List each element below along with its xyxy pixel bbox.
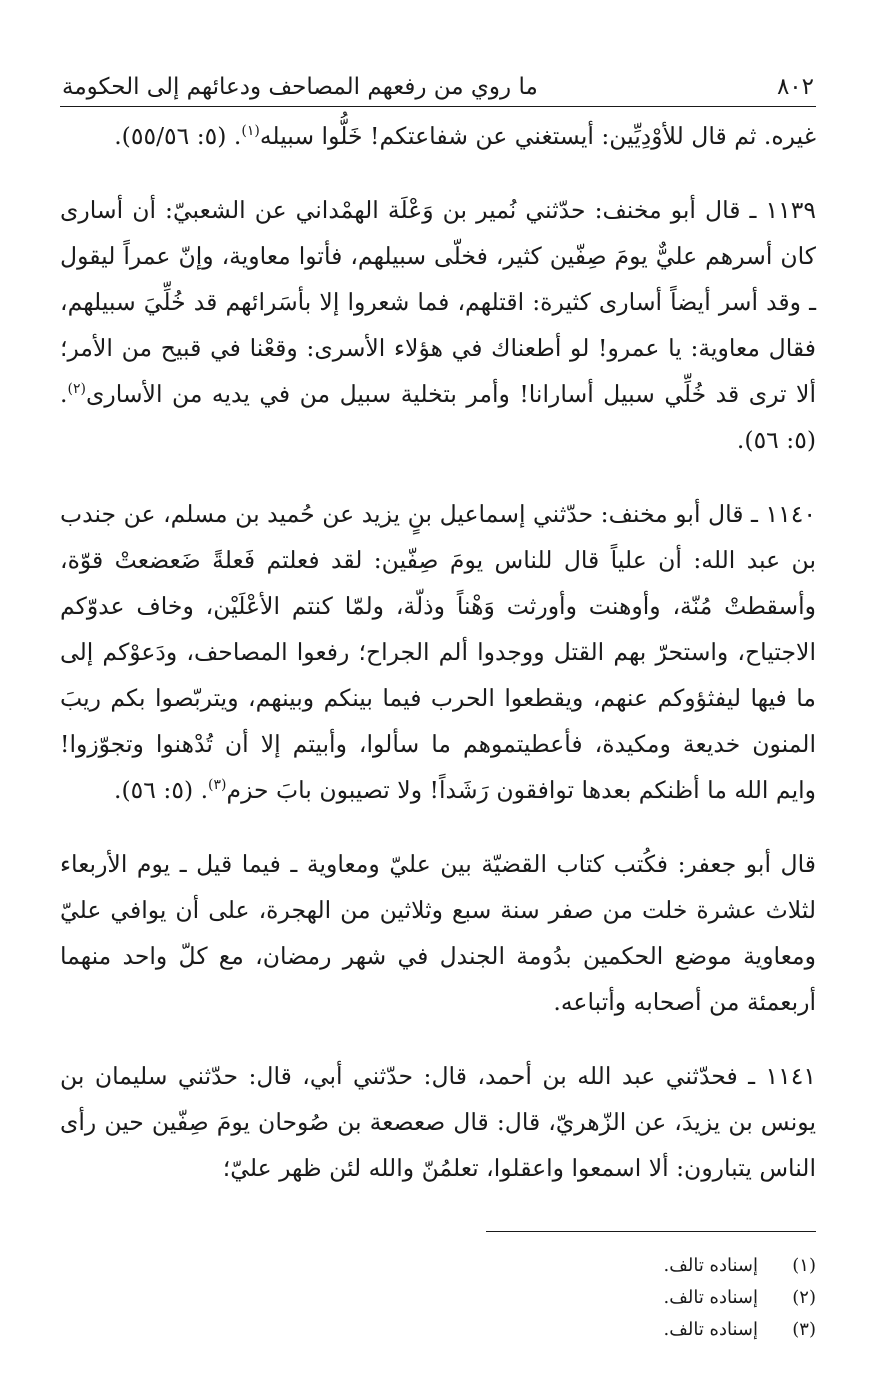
paragraph-continuation — [60, 113, 816, 159]
narration-1140 — [60, 491, 816, 813]
citation: . (٥: ٥٥/٥٦). — [114, 122, 242, 150]
footnote-divider — [486, 1231, 816, 1232]
paragraph-text: قال أبو جعفر: فكُتب كتاب القضيّة بين عليّ ومعاوية ـ فيما قيل ـ يوم الأربعاء لثلاث عشرة خلت من صفر سنة سبع وثلاثين من الهجرة، على أن يوافي عليّ ومعاوية موضع الحكمين بدُومة الجندل في شهر رمضان، مع كلّ واحد منهما أربعمئة من أصحابه وأتباعه. — [60, 850, 816, 1016]
paragraph-text: غيره. ثم قال للأوْدِيِّين: أيستغني عن شفاعتكم! خَلُّوا سبيله — [259, 122, 816, 150]
paragraph-text: ـ قال أبو مخنف: حدّثني نُمير بن وَعْلَة الهمْداني عن الشعبيّ: أن أسارى كان أسرهم عليٌّ يومَ صِفّين كثير، فخلّى سبيلهم، فأتوا معاوية، وإنّ عمراً ليقول ـ وقد أسر أيضاً أسارى كثيرة: اقتلهم، فما شعروا إلا بأسَرائهم قد خُلِّيَ سبيلهم، فقال معاوية: يا عمرو! لو أطعناك في هؤلاء الأسرى: وقعْنا في قبيح من الأمر؛ ألا ترى قد خُلِّي سبيل أسارانا! وأمر بتخلية سبيل من في يديه من الأسارى — [60, 196, 816, 408]
footnote-mark: (٢) — [792, 1287, 816, 1308]
paragraph-text: ـ فحدّثني عبد الله بن أحمد، قال: حدّثني أبي، قال: حدّثني سليمان بن يونس بن يزيدَ، عن الزّهريّ، قال: قال صعصعة بن صُوحان يومَ صِفّين حين رأى الناس يتبارون: ألا اسمعوا واعقلوا، تعلمُنّ والله لئن ظهر عليّ؛ — [60, 1062, 816, 1182]
narration-number: ١١٤٠ — [765, 500, 816, 528]
footnote-3 — [60, 1314, 816, 1346]
footnote-2 — [60, 1282, 816, 1314]
narration-1139 — [60, 187, 816, 463]
narration-number: ١١٣٩ — [765, 196, 816, 224]
footnote-text: إسناده تالف. — [663, 1319, 758, 1340]
page-header — [60, 56, 816, 106]
footnote-ref-2: (٢) — [67, 381, 86, 398]
footnote-1 — [60, 1250, 816, 1282]
footnote-mark: (١) — [792, 1255, 816, 1276]
footnote-text: إسناده تالف. — [663, 1255, 758, 1276]
book-page — [60, 56, 816, 1376]
page-number: ٨٠٢ — [776, 74, 814, 100]
footnote-ref-1: (١) — [241, 123, 260, 140]
citation: . (٥: ٥٦). — [60, 380, 816, 454]
citation: . (٥: ٥٦). — [114, 776, 209, 804]
header-divider — [60, 106, 816, 107]
narration-1141 — [60, 1053, 816, 1191]
footnote-mark: (٣) — [792, 1319, 816, 1340]
paragraph-abu-jafar — [60, 841, 816, 1025]
footnote-ref-3: (٣) — [208, 777, 227, 794]
running-title: ما روي من رفعهم المصاحف ودعائهم إلى الحكومة — [62, 74, 538, 100]
footnote-text: إسناده تالف. — [663, 1287, 758, 1308]
paragraph-text: ـ قال أبو مخنف: حدّثني إسماعيل بنٍ يزيد عن حُميد بن مسلم، عن جندب بن عبد الله: أن علياً قال للناس يومَ صِفّين: لقد فعلتم فَعلةً ضَعضعتْ قوّة، وأسقطتْ مُنّة، وأوهنت وأورثت وَهْناً وذلّة، ولمّا كنتم الأعْلَيْن، وخاف عدوّكم الاجتياح، واستحرّ بهم القتل ووجدوا ألم الجراح؛ رفعوا المصاحف، ودَعوْكم إلى ما فيها ليفثؤوكم عنهم، ويقطعوا الحرب فيما بينكم وبينهم، ويتربّصوا بكم ريبَ المنون خديعة ومكيدة، فأعطيتموهم ما سألوا، وأبيتم إلا أن تُدْهنوا وتجوّزوا! وايم الله ما أظنكم بعدها توافقون رَشَداً! ولا تصيبون بابَ حزم — [60, 500, 816, 804]
narration-number: ١١٤١ — [765, 1062, 816, 1090]
